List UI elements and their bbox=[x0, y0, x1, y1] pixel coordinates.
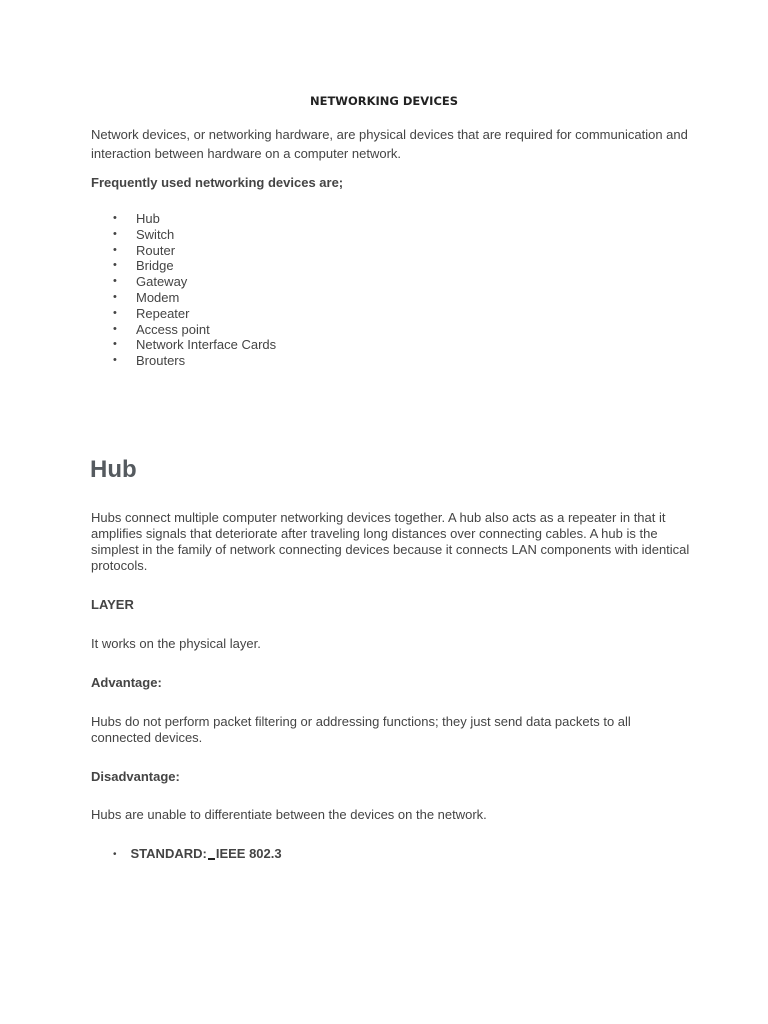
bullet-icon: • bbox=[113, 227, 117, 240]
bullet-icon: • bbox=[113, 243, 117, 256]
hub-heading: Hub bbox=[90, 456, 137, 483]
list-item bbox=[0, 227, 276, 243]
list-item bbox=[0, 290, 276, 306]
list-item-label: Modem bbox=[136, 289, 180, 305]
disadvantage-text: Hubs are unable to differentiate between the devices on the network. bbox=[91, 807, 487, 822]
device-list bbox=[0, 211, 276, 369]
list-item-label: Repeater bbox=[136, 305, 190, 321]
disadvantage-label: Disadvantage: bbox=[91, 769, 180, 784]
bullet-icon: • bbox=[113, 354, 117, 367]
bullet-icon: • bbox=[113, 275, 117, 288]
advantage-text: Hubs do not perform packet filtering or addressing functions; they just send data packets to all connected devices. bbox=[91, 714, 631, 745]
list-item-label: Network Interface Cards bbox=[136, 337, 277, 353]
bullet-icon: • bbox=[113, 338, 117, 351]
list-item bbox=[0, 306, 276, 322]
bullet-icon: • bbox=[113, 322, 117, 335]
hub-description: Hubs connect multiple computer networking devices together. A hub also acts as a repeater in that it amplifies signals that deteriorate after traveling long distances over connecting cables. A hub is the simplest in the family of network connecting devices because it connects LAN components with identical protocols. bbox=[91, 510, 690, 573]
bullet-icon: • bbox=[113, 212, 117, 224]
list-item-label: Hub bbox=[136, 211, 160, 226]
layer-text: It works on the physical layer. bbox=[91, 636, 261, 651]
list-item-label: Router bbox=[136, 242, 176, 258]
bullet-icon: • bbox=[113, 259, 117, 272]
standard-label: STANDARD: bbox=[130, 846, 207, 861]
list-item-label: Bridge bbox=[136, 258, 174, 274]
list-item bbox=[0, 337, 276, 353]
list-item bbox=[0, 274, 276, 290]
list-item bbox=[0, 211, 276, 227]
list-item bbox=[0, 322, 276, 338]
bullet-icon: • bbox=[113, 849, 117, 860]
bullet-icon: • bbox=[113, 290, 117, 303]
standard-line bbox=[113, 846, 282, 861]
list-item bbox=[0, 243, 276, 259]
text-cursor-icon bbox=[208, 846, 215, 860]
standard-value: IEEE 802.3 bbox=[215, 846, 282, 861]
list-item-label: Switch bbox=[136, 226, 175, 242]
bullet-icon: • bbox=[113, 306, 117, 319]
layer-label: LAYER bbox=[91, 597, 134, 612]
list-item-label: Brouters bbox=[136, 353, 186, 369]
intro-paragraph: Network devices, or networking hardware, are physical devices that are required for communication and interaction between hardware on a computer network. bbox=[91, 127, 688, 161]
list-item bbox=[0, 353, 276, 369]
list-item-label: Gateway bbox=[136, 274, 188, 290]
document-title: NETWORKING DEVICES bbox=[309, 94, 459, 108]
list-lead: Frequently used networking devices are; bbox=[91, 175, 344, 190]
advantage-label: Advantage: bbox=[91, 675, 162, 690]
list-item-label: Access point bbox=[136, 321, 210, 337]
list-item bbox=[0, 258, 276, 274]
